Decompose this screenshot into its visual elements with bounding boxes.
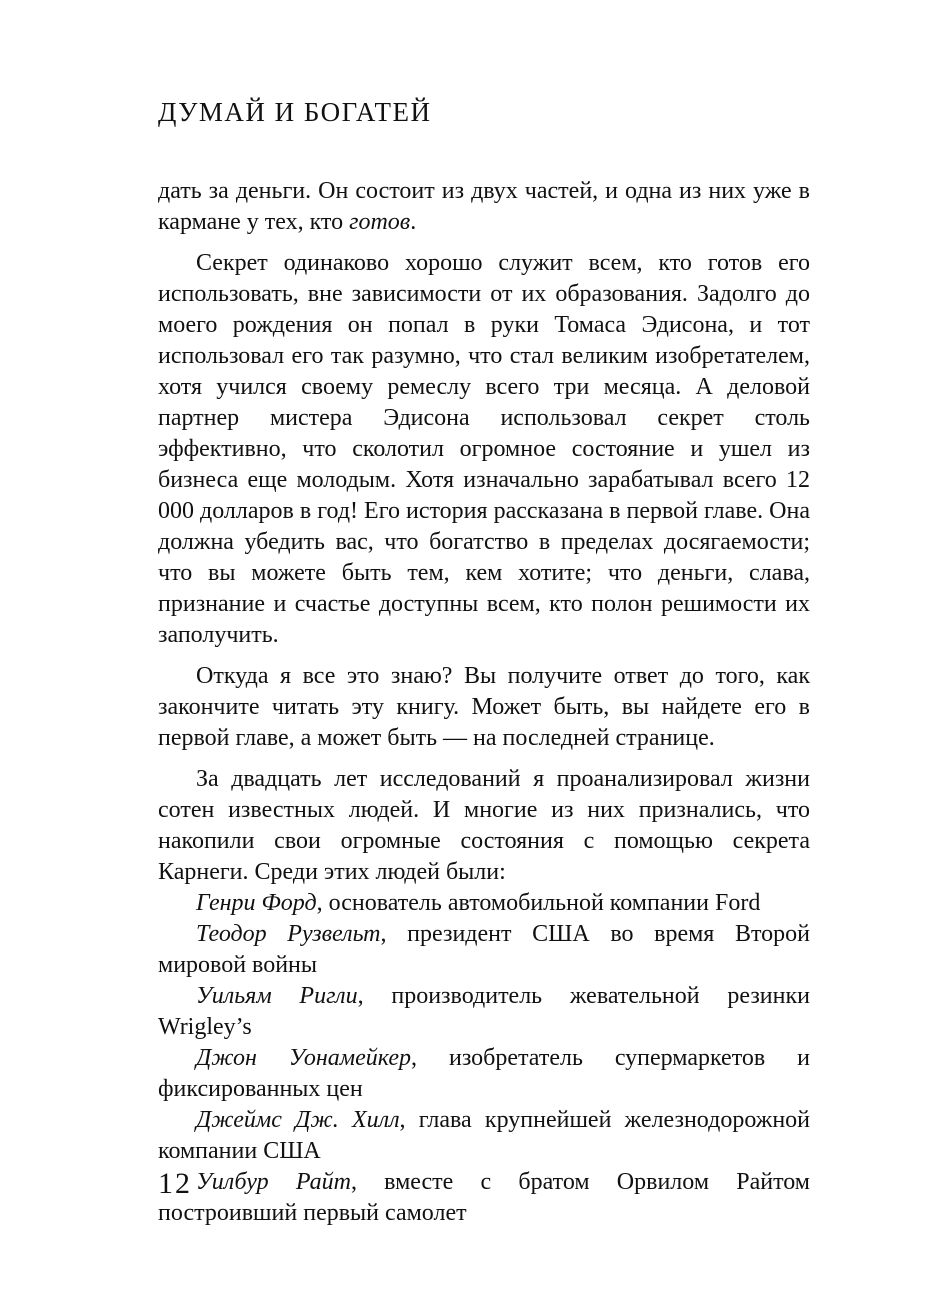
person-name: Уильям Ригли	[196, 983, 358, 1009]
person-description: , основатель автомобильной компании Ford	[316, 890, 761, 916]
person-name: Уилбур Райт	[196, 1169, 351, 1195]
paragraph-continuation-italic: готов	[349, 209, 411, 235]
paragraph-research: За двадцать лет исследований я проанализировал жизни сотен известных людей. И многие из них признались, что накопили свои огромные состояния с помощью секрета Карнеги. Среди этих людей были:	[158, 766, 810, 885]
list-item-person	[158, 1043, 810, 1105]
list-item-person	[158, 919, 810, 981]
paragraph-how-i-know: Откуда я все это знаю? Вы получите ответ до того, как закончите читать эту книгу. Может быть, вы найдете его в первой главе, а может быть — на последней странице.	[158, 663, 810, 751]
page-number: 12	[158, 1167, 192, 1200]
person-description: , изобретатель супермаркетов и фиксированных цен	[158, 1045, 810, 1102]
paragraph-secret: Секрет одинаково хорошо служит всем, кто готов его использовать, вне зависимости от их образования. Задолго до моего рождения он попал в руки Томаса Эдисона, и тот использовал его так разумно, что стал великим изобретателем, хотя учился своему ремеслу всего три месяца. А деловой партнер мистера Эдисона использовал секрет столь эффективно, что сколотил огромное состояние и ушел из бизнеса еще молодым. Хотя изначально зарабатывал всего 12 000 долларов в год! Его история рассказана в первой главе. Она должна убедить вас, что богатство в пределах досягаемости; что вы можете быть тем, кем хотите; что деньги, слава, признание и счастье доступны всем, кто полон решимости их заполучить.	[158, 250, 810, 648]
list-item-person	[158, 1105, 810, 1167]
person-description: , производитель жевательной резинки Wrigley’s	[158, 983, 810, 1040]
paragraph-continuation-text: дать за деньги. Он состоит из двух частей, и одна из них уже в кармане у тех, кто	[158, 178, 810, 235]
running-head: ДУМАЙ И БОГАТЕЙ	[158, 97, 432, 127]
list-item-person	[158, 1167, 810, 1229]
person-name: Теодор Рузвельт	[196, 921, 381, 947]
body-text	[158, 176, 810, 1229]
person-name: Джон Уонамейкер	[196, 1045, 412, 1071]
paragraph-continuation-end: .	[410, 209, 417, 235]
person-name: Генри Форд	[196, 890, 317, 916]
paragraph-continuation	[158, 176, 810, 238]
list-item-person	[158, 981, 810, 1043]
person-name: Джеймс Дж. Хилл	[196, 1107, 400, 1133]
person-description: , глава крупнейшей железнодорожной компании США	[158, 1107, 811, 1164]
person-description: , вместе с братом Орвилом Райтом построивший первый самолет	[158, 1169, 810, 1226]
person-description: , президент США во время Второй мировой войны	[158, 921, 811, 978]
list-item-person	[158, 888, 810, 919]
